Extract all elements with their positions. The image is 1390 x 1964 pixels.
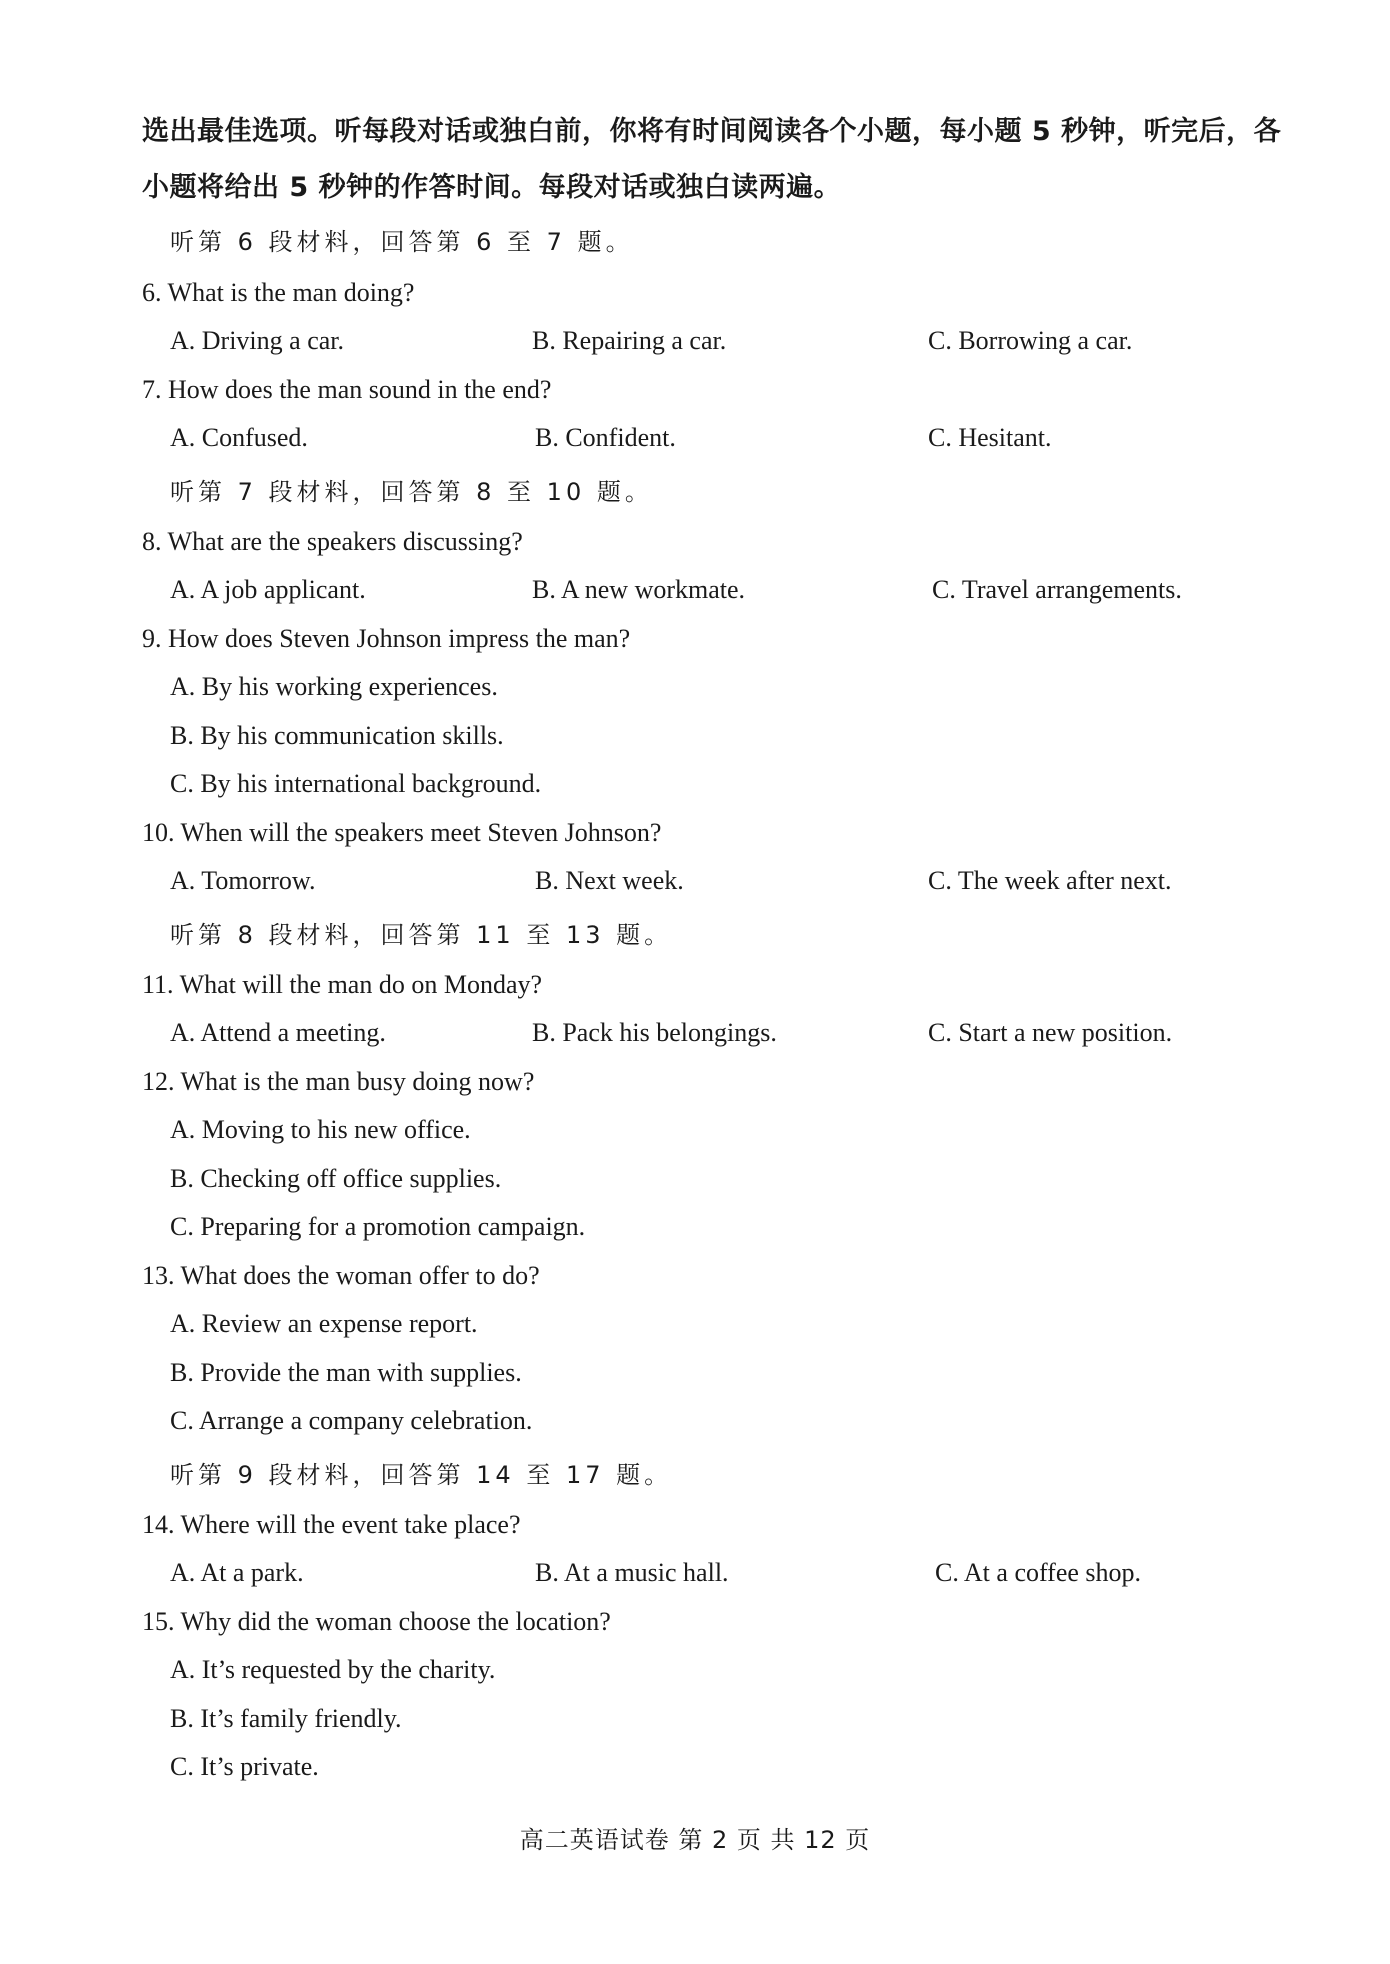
option-15a: A. It’s requested by the charity. [170, 1655, 496, 1684]
question-7: 7. How does the man sound in the end? [142, 375, 552, 404]
question-15: 15. Why did the woman choose the location? [142, 1607, 611, 1636]
option-11c: C. Start a new position. [928, 1018, 1173, 1047]
option-9a: A. By his working experiences. [170, 672, 498, 701]
option-14b: B. At a music hall. [535, 1558, 729, 1587]
option-8b: B. A new workmate. [532, 575, 746, 604]
option-15c: C. It’s private. [170, 1752, 319, 1781]
option-11a: A. Attend a meeting. [170, 1018, 386, 1047]
question-13: 13. What does the woman offer to do? [142, 1261, 540, 1290]
section-heading-9: 听第 9 段材料，回答第 14 至 17 题。 [170, 1461, 673, 1489]
instructions [142, 104, 1282, 216]
option-11b: B. Pack his belongings. [532, 1018, 777, 1047]
question-9: 9. How does Steven Johnson impress the man? [142, 624, 631, 653]
option-6c: C. Borrowing a car. [928, 326, 1133, 355]
option-9c: C. By his international background. [170, 769, 542, 798]
option-14c: C. At a coffee shop. [935, 1558, 1142, 1587]
option-7a: A. Confused. [170, 423, 308, 452]
question-14: 14. Where will the event take place? [142, 1510, 521, 1539]
option-8a: A. A job applicant. [170, 575, 366, 604]
option-7b: B. Confident. [535, 423, 676, 452]
option-10a: A. Tomorrow. [170, 866, 316, 895]
instructions-line-2: 小题将给出 5 秒钟的作答时间。每段对话或独白读两遍。 [142, 172, 842, 203]
option-7c: C. Hesitant. [928, 423, 1052, 452]
option-12c: C. Preparing for a promotion campaign. [170, 1212, 586, 1241]
question-8: 8. What are the speakers discussing? [142, 527, 523, 556]
option-15b: B. It’s family friendly. [170, 1704, 402, 1733]
section-heading-6: 听第 6 段材料，回答第 6 至 7 题。 [170, 228, 634, 256]
option-13b: B. Provide the man with supplies. [170, 1358, 522, 1387]
question-11: 11. What will the man do on Monday? [142, 970, 543, 999]
option-10c: C. The week after next. [928, 866, 1172, 895]
option-13c: C. Arrange a company celebration. [170, 1406, 533, 1435]
option-6b: B. Repairing a car. [532, 326, 727, 355]
section-heading-8: 听第 8 段材料，回答第 11 至 13 题。 [170, 921, 673, 949]
option-6a: A. Driving a car. [170, 326, 345, 355]
option-14a: A. At a park. [170, 1558, 304, 1587]
question-12: 12. What is the man busy doing now? [142, 1067, 535, 1096]
section-heading-7: 听第 7 段材料，回答第 8 至 10 题。 [170, 478, 653, 506]
option-12b: B. Checking off office supplies. [170, 1164, 502, 1193]
question-10: 10. When will the speakers meet Steven Johnson? [142, 818, 662, 847]
question-6: 6. What is the man doing? [142, 278, 415, 307]
option-10b: B. Next week. [535, 866, 684, 895]
option-12a: A. Moving to his new office. [170, 1115, 471, 1144]
page-footer: 高二英语试卷 第 2 页 共 12 页 [519, 1826, 871, 1854]
option-13a: A. Review an expense report. [170, 1309, 478, 1338]
option-9b: B. By his communication skills. [170, 721, 504, 750]
instructions-line-1: 选出最佳选项。听每段对话或独白前，你将有时间阅读各个小题，每小题 5 秒钟，听完后，各 [142, 116, 1282, 147]
option-8c: C. Travel arrangements. [932, 575, 1182, 604]
